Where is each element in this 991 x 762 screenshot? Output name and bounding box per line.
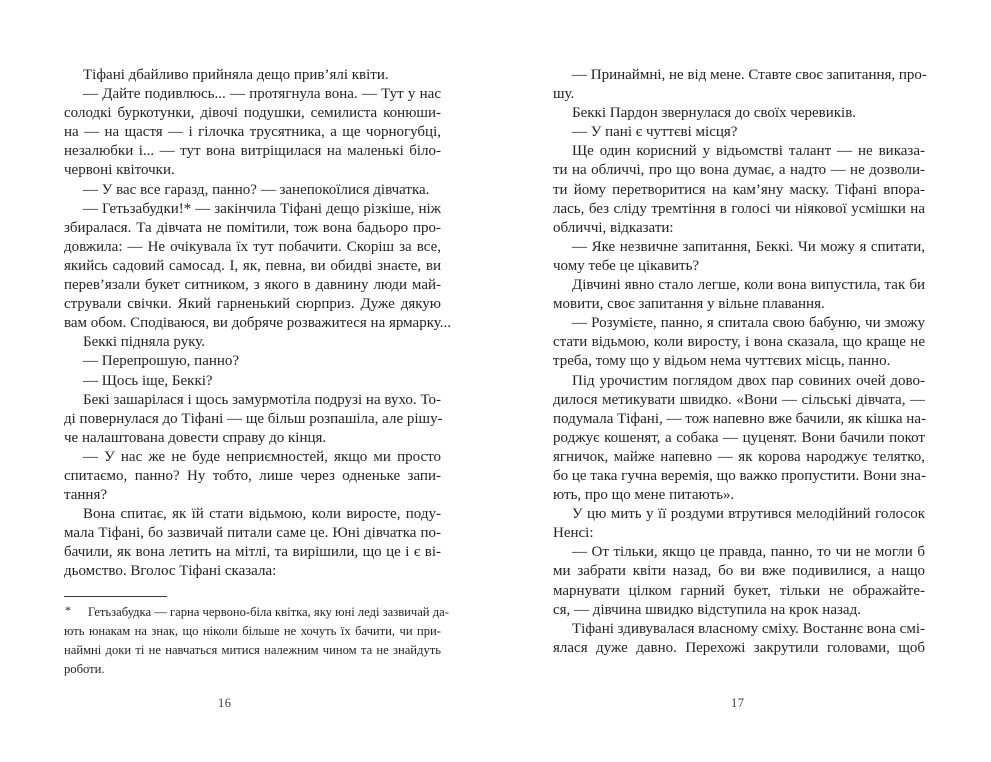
- text-line: ти йому перетворитися на кам’яну маску. Тіфані впора-: [553, 181, 925, 198]
- page-right-lines: [553, 66, 925, 658]
- text-line: Тіфані дбайливо прийняла дещо прив’ялі квіти.: [83, 67, 389, 83]
- text-line: Дівчині явно стало легше, коли вона випустила, так би: [572, 277, 925, 294]
- text-line: довжила: — Не очікувала їх тут побачити. Скоріш за все,: [64, 238, 441, 255]
- text-line: ти на обличчі, про що вона думає, а надто — не дозволи-: [553, 162, 925, 179]
- footnote-line: роботи.: [64, 662, 105, 676]
- text-line: обличчі, відказати:: [553, 219, 674, 236]
- text-line: Тіфані здивувалася власному сміху. Востаннє вона смі-: [572, 620, 925, 637]
- text-line: мовити, своє запитання у вільне плавання.: [553, 296, 825, 313]
- footnote-text: Гетьзабудка — гарна червоно-біла квітка, яку юні леді зазвичай да-: [88, 605, 449, 619]
- page-right: [553, 66, 925, 746]
- text-line: шу.: [553, 86, 575, 103]
- text-line: — От тільки, якщо це правда, панно, то чи не могли б: [572, 544, 925, 561]
- footnote-marker: *: [65, 603, 71, 617]
- text-line: незалюбки і... — тут вона витріщилася на маленькі біло-: [64, 143, 441, 160]
- text-line: — Принаймні, не від мене. Ставте своє запитання, про-: [572, 67, 927, 83]
- text-line: че налаштована довести справу до кінця.: [64, 429, 327, 446]
- text-line: бо це така гучна веремія, що важко пропустити. Вони зна-: [553, 467, 926, 484]
- page-left: [64, 66, 452, 746]
- text-line: подумала Тіфані, — тож напевно вже бачили, як кішка на-: [553, 410, 926, 427]
- text-line: Беккі Пардон звернулася до своїх черевиків.: [572, 105, 857, 122]
- text-line: солодкі буркотунки, дівочі подушки, семилиста конюши-: [64, 105, 441, 122]
- text-line: вам обом. Сподіваюся, ви добряче розважитеся на ярмарку...: [64, 315, 452, 332]
- footnote: [64, 596, 449, 679]
- text-line: чому тебе це цікавить?: [553, 257, 700, 274]
- text-line: роджує кошенят, а собака — цуценят. Вони бачили покот: [553, 429, 925, 446]
- text-line: — Яке незвичне запитання, Беккі. Чи можу я спитати,: [572, 238, 925, 255]
- footnote-line: наймні доки ті не навчаться митися належним чином та не знайдуть: [64, 643, 441, 657]
- text-line: стрували свічки. Який гарненький сюрприз. Дуже дякую: [64, 296, 441, 313]
- text-line: на — на щастя — і гілочка трусятника, а ще чорногубці,: [64, 124, 441, 141]
- text-line: — У нас же не буде неприємностей, якщо ми просто: [83, 448, 441, 465]
- text-line: — Щось іще, Беккі?: [83, 372, 213, 389]
- text-line: — Перепрошую, панно?: [83, 353, 240, 370]
- text-line: ягничок, майже напевно — як корова народжує телятко,: [553, 448, 925, 465]
- text-line: перев’язали букет ситником, з якого в давнину люди май-: [64, 277, 441, 294]
- footnote-line: ють юнакам на знак, що ніколи більше не хочуть їх бачити, чи при-: [64, 624, 441, 638]
- text-line: мала Тіфані, бо зазвичай питали саме це. Юні дівчатка по-: [64, 525, 441, 542]
- text-line: Під урочистим поглядом двох пар совиних очей дово-: [572, 372, 925, 389]
- text-line: Вона спитає, як їй стати відьмою, коли виросте, поду-: [83, 506, 441, 523]
- page-left-lines: [64, 66, 452, 582]
- page-number-left: 16: [218, 696, 232, 710]
- text-line: тання?: [64, 487, 108, 504]
- text-line: спитаємо, панно? Ну тобто, лише через одненьке запи-: [64, 467, 441, 484]
- text-line: ся, — дівчина швидко відступила на крок назад.: [553, 601, 861, 618]
- text-line: — Розумієте, панно, я спитала свою бабуню, чи зможу: [572, 315, 925, 332]
- text-line: Беккі підняла руку.: [83, 334, 206, 351]
- text-line: ють, про що мене питають».: [553, 487, 735, 504]
- text-line: стати відьмою, коли виросту, і вона сказала, що краще не: [553, 334, 925, 351]
- text-line: ді повернулася до Тіфані — ще більш розпашіла, але рішу-: [64, 410, 443, 427]
- text-line: — У пані є чуттєві місця?: [572, 124, 738, 141]
- footnote-divider: [64, 596, 167, 597]
- text-line: Бекі зашарілася і щось замурмотіла подрузі на вухо. То-: [83, 391, 441, 408]
- page-number-right: 17: [731, 696, 745, 710]
- text-line: Ще один корисний у відьомстві талант — не виказа-: [572, 143, 925, 160]
- text-line: ялася дуже давно. Перехожі закрутили головами, щоб: [553, 639, 925, 656]
- text-line: лась, без сліду тремтіння в голосі чи ніякової усмішки на: [553, 200, 925, 217]
- footnote-line: [64, 603, 449, 622]
- footnote-lines: [64, 603, 449, 679]
- text-line: — Гетьзабудки!* — закінчила Тіфані дещо різкіше, ніж: [83, 200, 441, 217]
- text-line: — Дайте подивлюсь... — протягнула вона. — Тут у нас: [83, 86, 441, 103]
- text-line: бачили, як вона летить на мітлі, та вирішили, що це і є ві-: [64, 544, 441, 561]
- text-line: У цю мить у її роздуми втрутився мелодійний голосок: [572, 506, 925, 523]
- text-line: марнувати цілком гарний букет, тільки не ображайте-: [553, 582, 925, 599]
- text-line: дилося метикувати швидко. «Вони — сільські дівчата, —: [553, 391, 925, 408]
- text-line: червоні квіточки.: [64, 162, 175, 179]
- text-line: — У вас все гаразд, панно? — занепокоїлися дівчатка.: [83, 181, 430, 198]
- text-line: Ненсі:: [553, 525, 594, 542]
- text-line: збиралася. Та дівчата не помітили, тож вона бадьоро про-: [64, 219, 441, 236]
- text-line: треба, тому що у відьом нема чуттєвих місць, панно.: [553, 353, 891, 370]
- text-line: якийсь садовий самосад. І, як, певна, ви обидві знаєте, ви: [64, 257, 441, 274]
- text-line: дьомство. Вголос Тіфані сказала:: [64, 563, 277, 580]
- text-line: ми забрати квіти назад, бо ви вже подивилися, а нащо: [553, 563, 925, 580]
